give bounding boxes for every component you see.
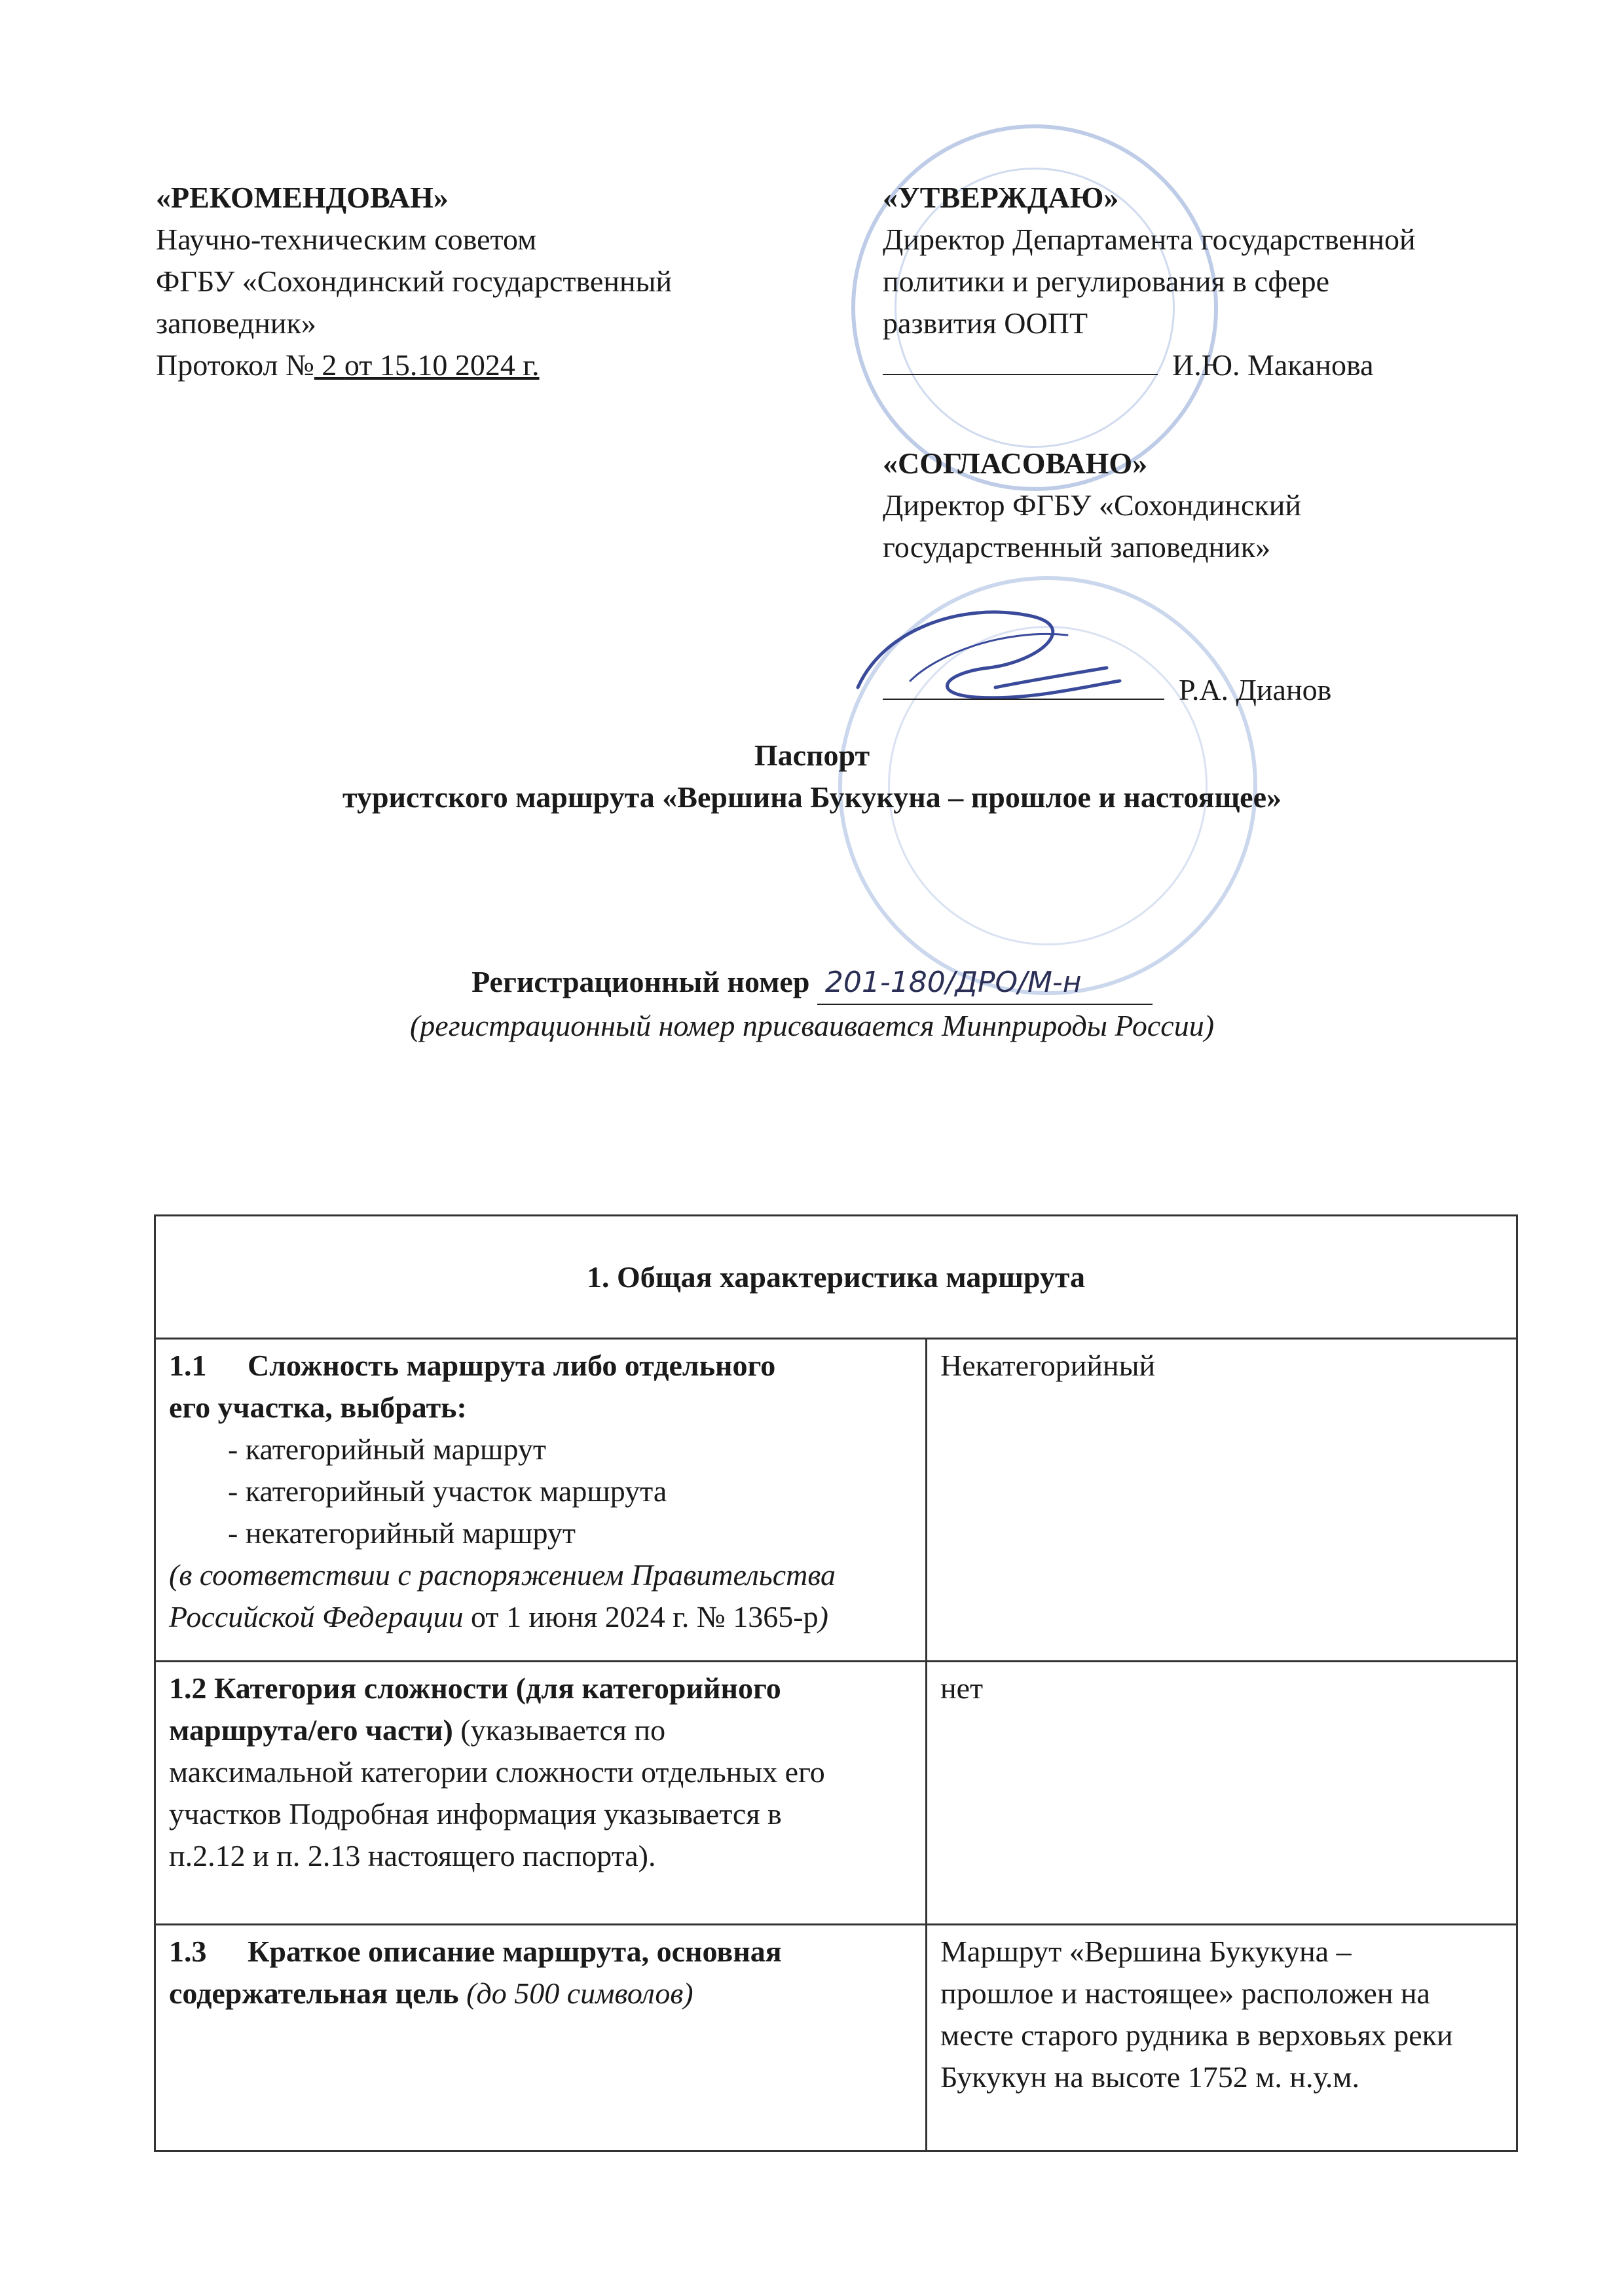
row-1-1-option-1: - категорийный маршрут bbox=[228, 1432, 546, 1466]
row-1-1-note-d: ) bbox=[818, 1600, 828, 1633]
document-title: Паспорт bbox=[754, 738, 870, 772]
table-row bbox=[155, 1339, 1517, 1662]
row-1-1-note-b: Российской Федерации bbox=[169, 1600, 464, 1633]
approved-line-2: политики и регулирования в сфере bbox=[883, 264, 1329, 298]
row-1-3-value-line-4: Букукун на высоте 1752 м. н.у.м. bbox=[940, 2060, 1360, 2094]
row-1-3-title-b: содержательная цель bbox=[169, 1977, 459, 2010]
recommended-block bbox=[156, 177, 811, 386]
row-1-1-option-3: - некатегорийный маршрут bbox=[228, 1516, 576, 1550]
approved-signatory: И.Ю. Маканова bbox=[1172, 348, 1374, 382]
approved-block bbox=[883, 177, 1511, 386]
row-1-3-value-line-2: прошлое и настоящее» расположен на bbox=[940, 1977, 1430, 2010]
approved-heading: «УТВЕРЖДАЮ» bbox=[883, 181, 1119, 214]
signature-underline bbox=[883, 345, 1158, 375]
row-1-1-number: 1.1 bbox=[169, 1349, 207, 1382]
recommended-line-1: Научно-техническим советом bbox=[156, 223, 537, 256]
signature-underline bbox=[883, 670, 1164, 700]
route-characteristics-table bbox=[154, 1214, 1518, 2152]
protocol-prefix: Протокол № bbox=[156, 348, 314, 382]
row-1-1-value: Некатегорийный bbox=[927, 1339, 1517, 1662]
agreed-line-1: Директор ФГБУ «Сохондинский bbox=[883, 488, 1301, 522]
row-1-2-title-a: 1.2 Категория сложности (для категорийного bbox=[169, 1671, 781, 1705]
table-row bbox=[155, 1662, 1517, 1925]
row-1-3-value-line-3: месте старого рудника в верховьях реки bbox=[940, 2018, 1453, 2052]
row-1-2-desc-c: участков Подробная информация указывается в bbox=[169, 1797, 782, 1831]
row-1-2-value: нет bbox=[927, 1662, 1517, 1925]
protocol-number: 2 bbox=[314, 348, 344, 382]
row-1-3-value-line-1: Маршрут «Вершина Букукуна – bbox=[940, 1935, 1352, 1968]
row-1-1-note-c: от 1 июня 2024 г. № 1365-р bbox=[463, 1600, 819, 1633]
registration-note: (регистрационный номер присваивается Минприроды России) bbox=[409, 1009, 1215, 1042]
agreed-signature-line bbox=[883, 669, 1511, 711]
approved-line-3: развития ООПТ bbox=[883, 306, 1088, 340]
document-title-block bbox=[0, 735, 1624, 818]
row-1-2-label bbox=[155, 1662, 927, 1925]
row-1-1-option-2: - категорийный участок маршрута bbox=[228, 1474, 667, 1508]
row-1-3-label bbox=[155, 1925, 927, 2151]
row-1-2-desc-a: (указывается по bbox=[452, 1713, 666, 1747]
row-1-3-number: 1.3 bbox=[169, 1935, 207, 1968]
registration-line bbox=[0, 961, 1624, 1005]
agreed-line-2: государственный заповедник» bbox=[883, 530, 1271, 564]
section-header bbox=[155, 1216, 1517, 1339]
row-1-1-title-b: его участка, выбрать: bbox=[169, 1391, 467, 1424]
approved-signature-line bbox=[883, 344, 1511, 386]
protocol-date: от 15.10 2024 г. bbox=[344, 348, 540, 382]
recommended-line-3: заповедник» bbox=[156, 306, 316, 340]
agreed-signatory: Р.А. Дианов bbox=[1179, 673, 1332, 706]
recommended-line-2: ФГБУ «Сохондинский государственный bbox=[156, 264, 673, 298]
protocol-line bbox=[156, 344, 811, 386]
registration-label: Регистрационный номер bbox=[471, 965, 817, 998]
row-1-2-desc-d: п.2.12 и п. 2.13 настоящего паспорта). bbox=[169, 1839, 656, 1872]
row-1-2-title-b: маршрута/его части) bbox=[169, 1713, 453, 1747]
row-1-3-note: (до 500 символов) bbox=[458, 1977, 693, 2010]
agreed-block bbox=[883, 443, 1511, 711]
registration-number: 201-180/ДРО/М-н bbox=[817, 962, 1153, 1005]
approved-line-1: Директор Департамента государственной bbox=[883, 223, 1416, 256]
row-1-3-value bbox=[927, 1925, 1517, 2151]
row-1-3-title-a: Краткое описание маршрута, основная bbox=[248, 1935, 782, 1968]
recommended-heading: «РЕКОМЕНДОВАН» bbox=[156, 181, 449, 214]
row-1-1-label bbox=[155, 1339, 927, 1662]
table-row bbox=[155, 1925, 1517, 2151]
row-1-1-title-a: Сложность маршрута либо отдельного bbox=[248, 1349, 776, 1382]
table-row bbox=[155, 1216, 1517, 1339]
document-subtitle: туристского маршрута «Вершина Букукуна – прошлое и настоящее» bbox=[342, 780, 1282, 814]
section-title: 1. Общая характеристика маршрута bbox=[587, 1260, 1085, 1294]
row-1-2-desc-b: максимальной категории сложности отдельных его bbox=[169, 1755, 825, 1789]
agreed-heading: «СОГЛАСОВАНО» bbox=[883, 446, 1148, 480]
registration-block bbox=[0, 961, 1624, 1047]
row-1-1-note-a: (в соответствии с распоряжением Правительства bbox=[169, 1558, 836, 1592]
